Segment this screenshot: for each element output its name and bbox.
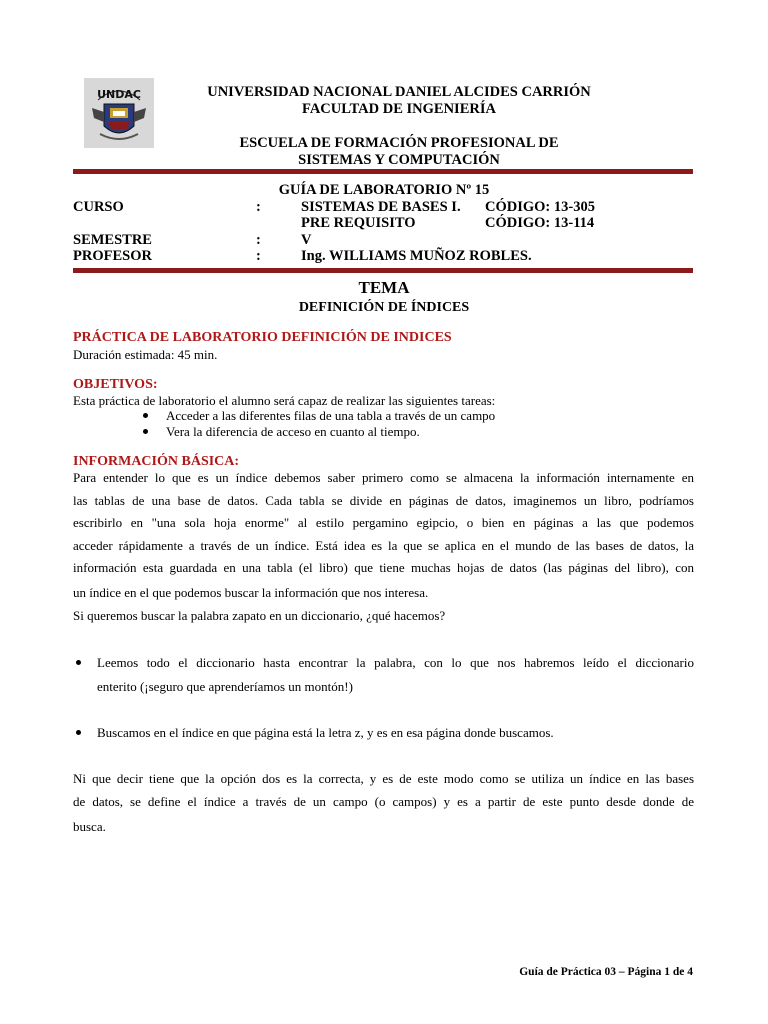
paragraph-line: escribirlo en "una sola hoja enorme" al estilo pergamino egipcio, o bien en páginas a las que podemos	[73, 515, 694, 530]
objective-item: Acceder a las diferentes filas de una tabla a través de un campo	[166, 408, 496, 423]
semester-colon: :	[256, 232, 261, 248]
paragraph-line: acceder rápidamente a través de un índice. Está idea es la que se aplica en el mundo de las bases de datos, la	[73, 537, 694, 553]
prerequisite-code: CÓDIGO: 13-114	[485, 215, 595, 231]
professor-name: Ing. WILLIAMS MUÑOZ ROBLES.	[301, 248, 532, 264]
basic-info-heading: INFORMACIÓN BÁSICA:	[73, 454, 240, 469]
prerequisite: PRE REQUISITO	[301, 215, 416, 231]
bullet-icon	[76, 730, 81, 735]
paragraph-line: Para entender lo que es un índice debemos saber primero como se almacena la información internamente en	[73, 470, 694, 485]
objectives-heading: OBJETIVOS:	[73, 377, 158, 392]
paragraph-line: información esta guardada en una tabla (el libro) que tiene muchas hojas de datos (las páginas del libro), con	[73, 560, 694, 575]
professor-label: PROFESOR	[73, 248, 152, 264]
conclusion-line: busca.	[73, 819, 106, 834]
conclusion-line: Ni que decir tiene que la opción dos es la correcta, y es de este modo como se utiliza un índice en las bases	[73, 771, 694, 786]
university-name: UNIVERSIDAD NACIONAL DANIEL ALCIDES CARRIÓN	[207, 84, 591, 100]
conclusion-line: de datos, se define el índice a través de un campo (o campos) y es a partir de este punto desde donde de	[73, 793, 694, 809]
faculty-name: FACULTAD DE INGENIERÍA	[302, 101, 496, 117]
paragraph-line: un índice en el que podemos buscar la información que nos interesa.	[73, 585, 429, 600]
bullet-icon	[143, 413, 148, 418]
basic-info-paragraph	[73, 467, 694, 580]
school-line-2: SISTEMAS Y COMPUTACIÓN	[298, 152, 500, 168]
school-line-1: ESCUELA DE FORMACIÓN PROFESIONAL DE	[239, 135, 559, 151]
page-footer: Guía de Práctica 03 – Página 1 de 4	[519, 966, 693, 978]
practice-heading: PRÁCTICA DE LABORATORIO DEFINICIÓN DE INDICES	[73, 330, 452, 345]
objectives-intro: Esta práctica de laboratorio el alumno será capaz de realizar las siguientes tareas:	[73, 393, 496, 408]
semester-label: SEMESTRE	[73, 232, 152, 248]
topic-heading: TEMA	[358, 278, 410, 297]
paragraph-line: las tablas de una base de datos. Cada tabla se divide en páginas de datos, imaginemos un libro, podríamos	[73, 492, 694, 508]
header-divider-top	[73, 169, 693, 174]
topic-subtitle: DEFINICIÓN DE ÍNDICES	[298, 300, 470, 315]
option-one	[97, 652, 694, 675]
semester-value: V	[301, 232, 312, 248]
guide-title: GUÍA DE LABORATORIO Nº 15	[278, 182, 490, 198]
header-divider-bottom	[73, 268, 693, 273]
option-two: Buscamos en el índice en que página está la letra z, y es en esa página donde buscamos.	[97, 725, 554, 740]
bullet-icon	[143, 429, 148, 434]
option-line: enterito (¡seguro que aprenderíamos un montón!)	[97, 679, 353, 694]
bullet-icon	[76, 660, 81, 665]
logo-text: UNDAC	[97, 88, 141, 101]
duration-text: Duración estimada: 45 min.	[73, 347, 218, 362]
course-name: SISTEMAS DE BASES I.	[301, 199, 461, 215]
question-text: Si queremos buscar la palabra zapato en un diccionario, ¿qué hacemos?	[73, 608, 446, 623]
objective-item: Vera la diferencia de acceso en cuanto al tiempo.	[166, 424, 420, 439]
course-label: CURSO	[73, 199, 124, 215]
professor-colon: :	[256, 248, 261, 264]
conclusion-paragraph	[73, 768, 694, 813]
course-colon: :	[256, 199, 261, 215]
course-code: CÓDIGO: 13-305	[485, 199, 595, 215]
option-line: Leemos todo el diccionario hasta encontrar la palabra, con lo que nos habremos leído el diccionario	[97, 655, 694, 670]
